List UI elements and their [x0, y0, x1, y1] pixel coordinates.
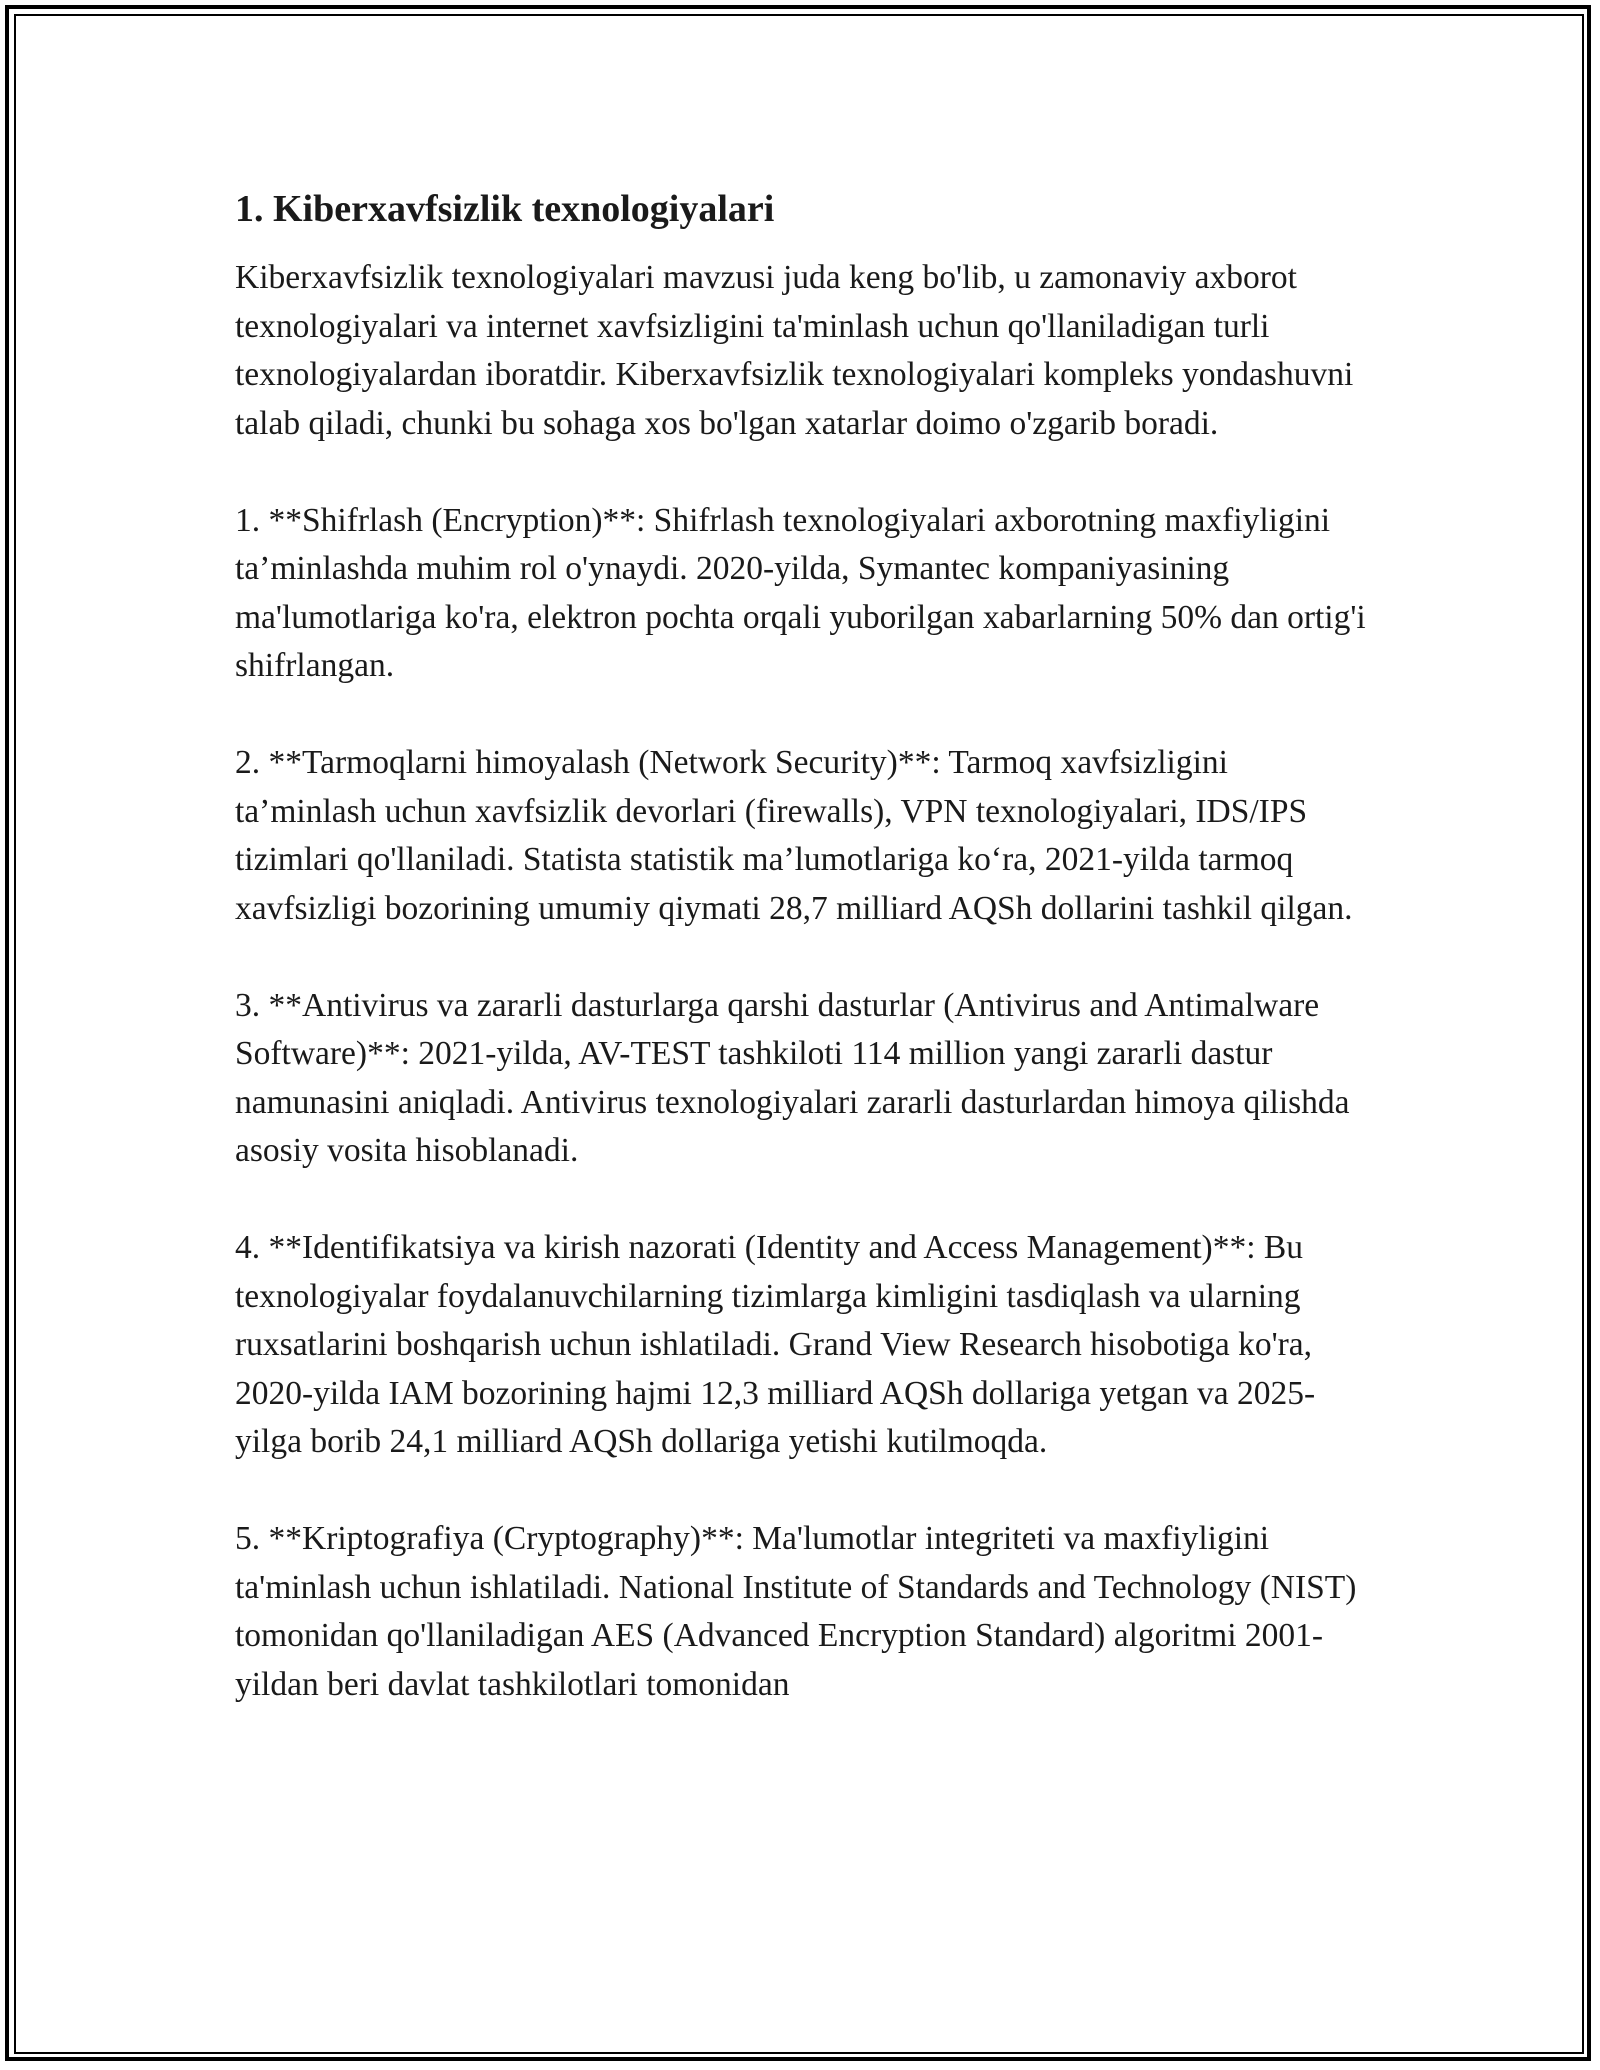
- section-title: 1. Kiberxavfsizlik texnologiyalari: [235, 188, 775, 230]
- document-page: [235, 185, 1375, 1758]
- paragraph-network-security: 2. **Tarmoqlarni himoyalash (Network Security)**: Tarmoq xavfsizligini ta’minlash uchun xavfsizlik devorlari (firewalls), VPN texnologiyalari, IDS/IPS tizimlari qo'llaniladi. Statista statistik ma’lumotlariga ko‘ra, 2021-yilda tarmoq xavfsizligi bozorining umumiy qiymati 28,7 milliard AQSh dollarini tashkil qilgan.: [235, 744, 1353, 927]
- paragraph-antivirus: 3. **Antivirus va zararli dasturlarga qarshi dasturlar (Antivirus and Antimalware Software)**: 2021-yilda, AV-TEST tashkiloti 114 million yangi zararli dastur namunasini aniqladi. Antivirus texnologiyalari zararli dasturlardan himoya qilishda asosiy vosita hisoblanadi.: [235, 986, 1350, 1170]
- paragraph-identity-access: 4. **Identifikatsiya va kirish nazorati (Identity and Access Management)**: Bu texnologiyalar foydalanuvchilarning tizimlarga kimligini tasdiqlash va ularning ruxsatlarini boshqarish uchun ishlatiladi. Grand View Research hisobotiga ko'ra, 2020-yilda IAM bozorining hajmi 12,3 milliard AQSh dollariga yetgan va 2025-yilga borib 24,1 milliard AQSh dollariga yetishi kutilmoqda.: [235, 1229, 1316, 1461]
- intro-paragraph: Kiberxavfsizlik texnologiyalari mavzusi juda keng bo'lib, u zamonaviy axborot texnologiyalari va internet xavfsizligini ta'minlash uchun qo'llaniladigan turli texnologiyalardan iboratdir. Kiberxavfsizlik texnologiyalari kompleks yondashuvni talab qiladi, chunki bu sohaga xos bo'lgan xatarlar doimo o'zgarib boradi.: [235, 259, 1354, 442]
- paragraph-encryption: 1. **Shifrlash (Encryption)**: Shifrlash texnologiyalari axborotning maxfiyligini ta’minlashda muhim rol o'ynaydi. 2020-yilda, Symantec kompaniyasining ma'lumotlariga ko'ra, elektron pochta orqali yuborilgan xabarlarning 50% dan ortig'i shifrlangan.: [235, 501, 1366, 685]
- paragraph-cryptography: 5. **Kriptografiya (Cryptography)**: Ma'lumotlar integriteti va maxfiyligini ta'minlash uchun ishlatiladi. National Institute of Standards and Technology (NIST) tomonidan qo'llaniladigan AES (Advanced Encryption Standard) algoritmi 2001-yildan beri davlat tashkilotlari tomonidan: [235, 1520, 1357, 1703]
